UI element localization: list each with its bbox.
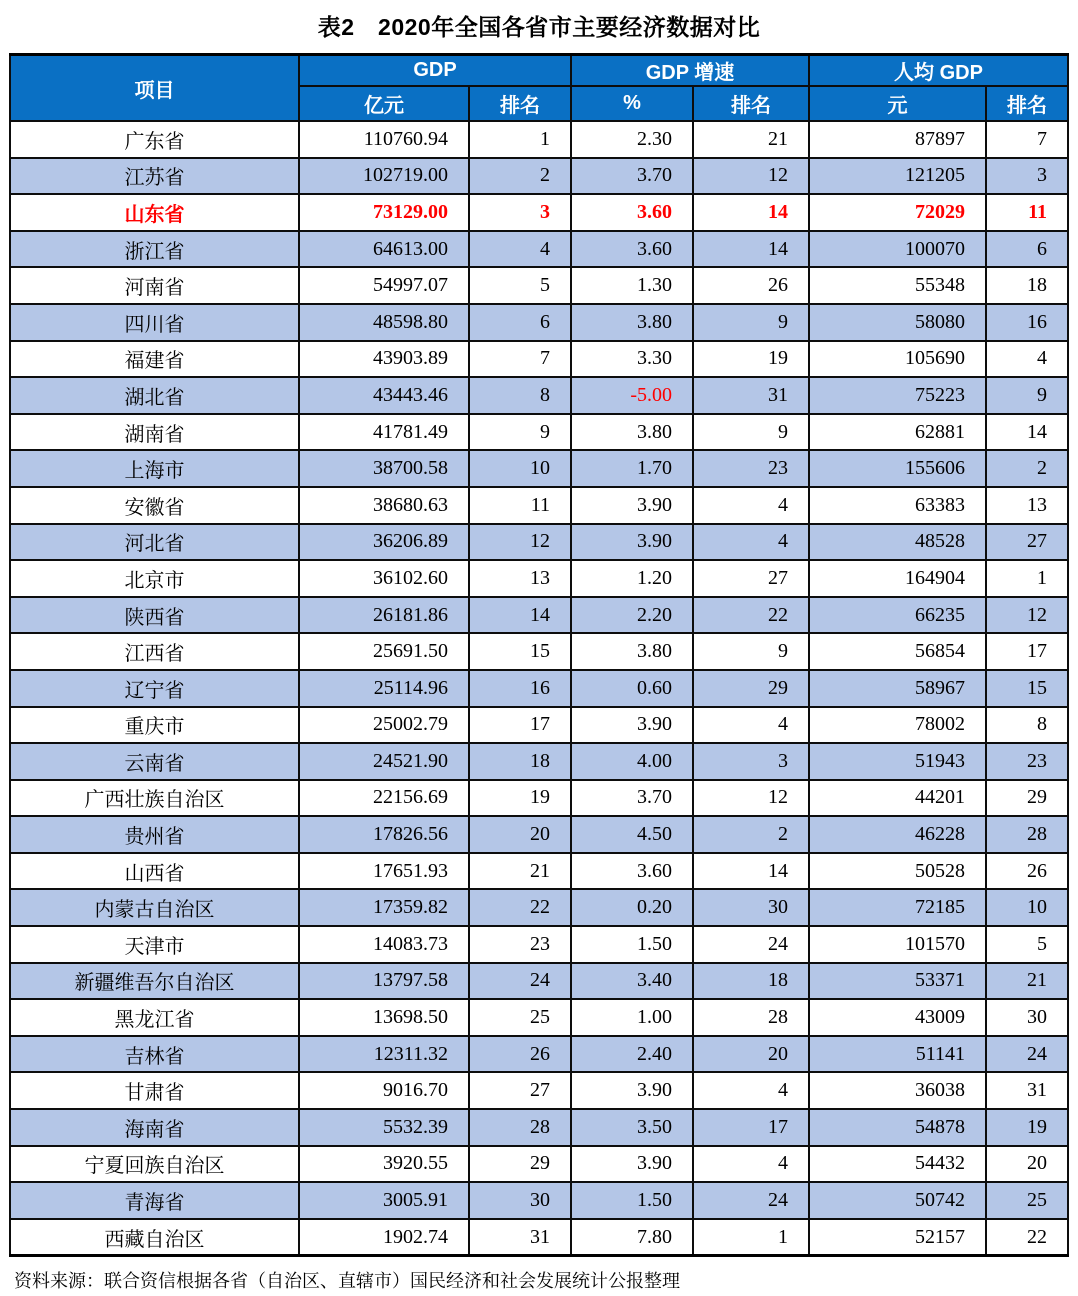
per-capita-gdp-rank: 18 — [986, 267, 1068, 304]
per-capita-gdp-value: 52157 — [809, 1219, 986, 1256]
gdp-growth-rank: 4 — [693, 1146, 809, 1183]
per-capita-gdp-value: 75223 — [809, 377, 986, 414]
per-capita-gdp-rank: 28 — [986, 816, 1068, 853]
gdp-value: 110760.94 — [299, 121, 469, 158]
per-capita-gdp-value: 72185 — [809, 889, 986, 926]
table-row — [10, 414, 1068, 451]
per-capita-gdp-value: 36038 — [809, 1072, 986, 1109]
gdp-growth-rank: 28 — [693, 999, 809, 1036]
header-percap-rank: 排名 — [986, 86, 1068, 121]
per-capita-gdp-rank: 25 — [986, 1182, 1068, 1219]
gdp-growth-rank: 9 — [693, 414, 809, 451]
province-name: 上海市 — [10, 450, 299, 487]
gdp-rank: 5 — [469, 267, 571, 304]
province-name: 四川省 — [10, 304, 299, 341]
per-capita-gdp-rank: 12 — [986, 597, 1068, 634]
gdp-rank: 9 — [469, 414, 571, 451]
gdp-growth-rank: 18 — [693, 963, 809, 1000]
province-name: 甘肃省 — [10, 1072, 299, 1109]
gdp-value: 22156.69 — [299, 780, 469, 817]
per-capita-gdp-value: 72029 — [809, 194, 986, 231]
gdp-rank: 20 — [469, 816, 571, 853]
gdp-rank: 24 — [469, 963, 571, 1000]
per-capita-gdp-rank: 10 — [986, 889, 1068, 926]
per-capita-gdp-rank: 26 — [986, 853, 1068, 890]
gdp-growth-value: 3.80 — [571, 633, 693, 670]
gdp-value: 17826.56 — [299, 816, 469, 853]
gdp-value: 41781.49 — [299, 414, 469, 451]
gdp-value: 54997.07 — [299, 267, 469, 304]
gdp-growth-rank: 27 — [693, 560, 809, 597]
gdp-growth-rank: 9 — [693, 304, 809, 341]
gdp-growth-rank: 2 — [693, 816, 809, 853]
per-capita-gdp-value: 54432 — [809, 1146, 986, 1183]
per-capita-gdp-value: 53371 — [809, 963, 986, 1000]
gdp-growth-value: 1.00 — [571, 999, 693, 1036]
table-row — [10, 231, 1068, 268]
gdp-growth-value: 4.00 — [571, 743, 693, 780]
table-row — [10, 926, 1068, 963]
province-name: 内蒙古自治区 — [10, 889, 299, 926]
gdp-growth-value: 3.60 — [571, 853, 693, 890]
per-capita-gdp-rank: 24 — [986, 1036, 1068, 1073]
per-capita-gdp-rank: 30 — [986, 999, 1068, 1036]
gdp-growth-value: 0.60 — [571, 670, 693, 707]
per-capita-gdp-rank: 8 — [986, 707, 1068, 744]
gdp-value: 5532.39 — [299, 1109, 469, 1146]
header-growth-rank: 排名 — [693, 86, 809, 121]
province-name: 辽宁省 — [10, 670, 299, 707]
province-name: 重庆市 — [10, 707, 299, 744]
province-name: 安徽省 — [10, 487, 299, 524]
province-name: 北京市 — [10, 560, 299, 597]
per-capita-gdp-value: 51943 — [809, 743, 986, 780]
gdp-rank: 1 — [469, 121, 571, 158]
gdp-growth-rank: 26 — [693, 267, 809, 304]
gdp-value: 17651.93 — [299, 853, 469, 890]
per-capita-gdp-value: 164904 — [809, 560, 986, 597]
gdp-rank: 15 — [469, 633, 571, 670]
table-row — [10, 1219, 1068, 1256]
table-row — [10, 1036, 1068, 1073]
per-capita-gdp-rank: 29 — [986, 780, 1068, 817]
province-name: 江西省 — [10, 633, 299, 670]
gdp-rank: 19 — [469, 780, 571, 817]
header-item: 项目 — [10, 55, 299, 122]
per-capita-gdp-rank: 11 — [986, 194, 1068, 231]
per-capita-gdp-rank: 21 — [986, 963, 1068, 1000]
gdp-value: 12311.32 — [299, 1036, 469, 1073]
gdp-value: 43903.89 — [299, 341, 469, 378]
table-title: 表2 2020年全国各省市主要经济数据对比 — [317, 14, 761, 40]
province-name: 广东省 — [10, 121, 299, 158]
gdp-growth-rank: 30 — [693, 889, 809, 926]
gdp-growth-rank: 4 — [693, 524, 809, 561]
per-capita-gdp-rank: 2 — [986, 450, 1068, 487]
gdp-growth-value: 3.90 — [571, 487, 693, 524]
gdp-rank: 29 — [469, 1146, 571, 1183]
gdp-growth-value: 3.70 — [571, 158, 693, 195]
gdp-value: 73129.00 — [299, 194, 469, 231]
gdp-value: 13698.50 — [299, 999, 469, 1036]
per-capita-gdp-rank: 31 — [986, 1072, 1068, 1109]
per-capita-gdp-value: 78002 — [809, 707, 986, 744]
gdp-value: 9016.70 — [299, 1072, 469, 1109]
gdp-growth-rank: 24 — [693, 926, 809, 963]
province-name: 浙江省 — [10, 231, 299, 268]
table-row — [10, 780, 1068, 817]
source-note: 资料来源：联合资信根据各省（自治区、直辖市）国民经济和社会发展统计公报整理 — [14, 1271, 680, 1292]
per-capita-gdp-value: 55348 — [809, 267, 986, 304]
per-capita-gdp-value: 48528 — [809, 524, 986, 561]
gdp-growth-value: 1.50 — [571, 926, 693, 963]
header-percap-gdp: 人均 GDP — [809, 55, 1068, 87]
table-row — [10, 304, 1068, 341]
per-capita-gdp-value: 66235 — [809, 597, 986, 634]
gdp-value: 43443.46 — [299, 377, 469, 414]
gdp-growth-rank: 21 — [693, 121, 809, 158]
gdp-value: 24521.90 — [299, 743, 469, 780]
gdp-growth-value: 3.30 — [571, 341, 693, 378]
per-capita-gdp-rank: 23 — [986, 743, 1068, 780]
gdp-rank: 2 — [469, 158, 571, 195]
per-capita-gdp-rank: 4 — [986, 341, 1068, 378]
per-capita-gdp-rank: 3 — [986, 158, 1068, 195]
table-row — [10, 1182, 1068, 1219]
province-name: 山东省 — [10, 194, 299, 231]
gdp-rank: 17 — [469, 707, 571, 744]
gdp-growth-rank: 4 — [693, 1072, 809, 1109]
table-row — [10, 963, 1068, 1000]
gdp-growth-rank: 29 — [693, 670, 809, 707]
per-capita-gdp-value: 100070 — [809, 231, 986, 268]
gdp-value: 3920.55 — [299, 1146, 469, 1183]
gdp-rank: 7 — [469, 341, 571, 378]
gdp-value: 25114.96 — [299, 670, 469, 707]
header-gdp-growth: GDP 增速 — [571, 55, 809, 87]
gdp-growth-value: 1.70 — [571, 450, 693, 487]
table-row — [10, 1146, 1068, 1183]
gdp-value: 48598.80 — [299, 304, 469, 341]
gdp-value: 38700.58 — [299, 450, 469, 487]
gdp-growth-rank: 12 — [693, 780, 809, 817]
per-capita-gdp-rank: 17 — [986, 633, 1068, 670]
gdp-growth-value: 3.90 — [571, 524, 693, 561]
table-row — [10, 889, 1068, 926]
gdp-rank: 23 — [469, 926, 571, 963]
gdp-rank: 11 — [469, 487, 571, 524]
gdp-rank: 26 — [469, 1036, 571, 1073]
per-capita-gdp-value: 62881 — [809, 414, 986, 451]
economic-data-table — [9, 53, 1069, 1257]
gdp-growth-rank: 12 — [693, 158, 809, 195]
per-capita-gdp-rank: 6 — [986, 231, 1068, 268]
province-name: 河北省 — [10, 524, 299, 561]
per-capita-gdp-rank: 15 — [986, 670, 1068, 707]
gdp-value: 13797.58 — [299, 963, 469, 1000]
per-capita-gdp-value: 63383 — [809, 487, 986, 524]
gdp-growth-rank: 4 — [693, 707, 809, 744]
province-name: 山西省 — [10, 853, 299, 890]
gdp-growth-value: 2.20 — [571, 597, 693, 634]
per-capita-gdp-value: 46228 — [809, 816, 986, 853]
gdp-growth-value: 3.90 — [571, 1072, 693, 1109]
gdp-value: 64613.00 — [299, 231, 469, 268]
gdp-growth-value: 3.80 — [571, 414, 693, 451]
province-name: 黑龙江省 — [10, 999, 299, 1036]
gdp-rank: 21 — [469, 853, 571, 890]
gdp-growth-rank: 9 — [693, 633, 809, 670]
gdp-growth-value: 0.20 — [571, 889, 693, 926]
gdp-rank: 27 — [469, 1072, 571, 1109]
per-capita-gdp-rank: 7 — [986, 121, 1068, 158]
province-name: 江苏省 — [10, 158, 299, 195]
gdp-value: 26181.86 — [299, 597, 469, 634]
table-row — [10, 450, 1068, 487]
table-row — [10, 194, 1068, 231]
gdp-rank: 10 — [469, 450, 571, 487]
per-capita-gdp-value: 155606 — [809, 450, 986, 487]
gdp-growth-rank: 1 — [693, 1219, 809, 1256]
per-capita-gdp-rank: 5 — [986, 926, 1068, 963]
province-name: 天津市 — [10, 926, 299, 963]
per-capita-gdp-value: 43009 — [809, 999, 986, 1036]
per-capita-gdp-rank: 27 — [986, 524, 1068, 561]
gdp-growth-rank: 14 — [693, 194, 809, 231]
gdp-growth-value: 3.90 — [571, 1146, 693, 1183]
province-name: 新疆维吾尔自治区 — [10, 963, 299, 1000]
gdp-growth-rank: 23 — [693, 450, 809, 487]
header-gdp: GDP — [299, 55, 571, 87]
table-row — [10, 524, 1068, 561]
gdp-growth-value: 3.80 — [571, 304, 693, 341]
province-name: 贵州省 — [10, 816, 299, 853]
table-row — [10, 1072, 1068, 1109]
per-capita-gdp-value: 56854 — [809, 633, 986, 670]
gdp-growth-rank: 14 — [693, 231, 809, 268]
gdp-growth-rank: 4 — [693, 487, 809, 524]
province-name: 云南省 — [10, 743, 299, 780]
province-name: 青海省 — [10, 1182, 299, 1219]
gdp-value: 25691.50 — [299, 633, 469, 670]
table-row — [10, 633, 1068, 670]
gdp-growth-value: 4.50 — [571, 816, 693, 853]
province-name: 广西壮族自治区 — [10, 780, 299, 817]
table-row — [10, 121, 1068, 158]
gdp-value: 36206.89 — [299, 524, 469, 561]
gdp-growth-rank: 24 — [693, 1182, 809, 1219]
per-capita-gdp-value: 87897 — [809, 121, 986, 158]
gdp-rank: 8 — [469, 377, 571, 414]
gdp-rank: 4 — [469, 231, 571, 268]
gdp-growth-value: 2.30 — [571, 121, 693, 158]
per-capita-gdp-value: 51141 — [809, 1036, 986, 1073]
per-capita-gdp-rank: 14 — [986, 414, 1068, 451]
table-row — [10, 999, 1068, 1036]
gdp-growth-value: -5.00 — [571, 377, 693, 414]
province-name: 西藏自治区 — [10, 1219, 299, 1256]
per-capita-gdp-value: 44201 — [809, 780, 986, 817]
gdp-value: 14083.73 — [299, 926, 469, 963]
table-row — [10, 377, 1068, 414]
table-row — [10, 1109, 1068, 1146]
gdp-growth-value: 3.50 — [571, 1109, 693, 1146]
gdp-rank: 16 — [469, 670, 571, 707]
header-gdp-unit: 亿元 — [299, 86, 469, 121]
gdp-value: 102719.00 — [299, 158, 469, 195]
per-capita-gdp-rank: 13 — [986, 487, 1068, 524]
per-capita-gdp-value: 50528 — [809, 853, 986, 890]
header-percap-unit: 元 — [809, 86, 986, 121]
gdp-growth-value: 1.30 — [571, 267, 693, 304]
table-header — [10, 55, 1068, 122]
gdp-growth-value: 7.80 — [571, 1219, 693, 1256]
gdp-growth-value: 3.60 — [571, 194, 693, 231]
province-name: 宁夏回族自治区 — [10, 1146, 299, 1183]
table-row — [10, 341, 1068, 378]
gdp-value: 17359.82 — [299, 889, 469, 926]
table-body — [10, 121, 1068, 1256]
gdp-value: 38680.63 — [299, 487, 469, 524]
gdp-rank: 12 — [469, 524, 571, 561]
table-row — [10, 487, 1068, 524]
gdp-value: 1902.74 — [299, 1219, 469, 1256]
province-name: 福建省 — [10, 341, 299, 378]
table-row — [10, 853, 1068, 890]
gdp-growth-value: 3.40 — [571, 963, 693, 1000]
gdp-value: 3005.91 — [299, 1182, 469, 1219]
province-name: 海南省 — [10, 1109, 299, 1146]
table-row — [10, 816, 1068, 853]
per-capita-gdp-value: 101570 — [809, 926, 986, 963]
table-row — [10, 267, 1068, 304]
gdp-rank: 31 — [469, 1219, 571, 1256]
per-capita-gdp-rank: 16 — [986, 304, 1068, 341]
per-capita-gdp-rank: 22 — [986, 1219, 1068, 1256]
gdp-growth-value: 1.20 — [571, 560, 693, 597]
per-capita-gdp-value: 50742 — [809, 1182, 986, 1219]
per-capita-gdp-rank: 9 — [986, 377, 1068, 414]
gdp-growth-value: 2.40 — [571, 1036, 693, 1073]
gdp-growth-rank: 19 — [693, 341, 809, 378]
gdp-rank: 3 — [469, 194, 571, 231]
gdp-growth-value: 3.90 — [571, 707, 693, 744]
per-capita-gdp-rank: 19 — [986, 1109, 1068, 1146]
gdp-rank: 30 — [469, 1182, 571, 1219]
province-name: 湖北省 — [10, 377, 299, 414]
gdp-value: 36102.60 — [299, 560, 469, 597]
gdp-growth-rank: 20 — [693, 1036, 809, 1073]
per-capita-gdp-value: 121205 — [809, 158, 986, 195]
gdp-rank: 25 — [469, 999, 571, 1036]
gdp-growth-value: 3.70 — [571, 780, 693, 817]
province-name: 吉林省 — [10, 1036, 299, 1073]
table-row — [10, 707, 1068, 744]
gdp-rank: 13 — [469, 560, 571, 597]
gdp-growth-rank: 17 — [693, 1109, 809, 1146]
province-name: 陕西省 — [10, 597, 299, 634]
header-gdp-rank: 排名 — [469, 86, 571, 121]
header-growth-unit: % — [571, 86, 693, 121]
gdp-rank: 22 — [469, 889, 571, 926]
gdp-growth-value: 3.60 — [571, 231, 693, 268]
table-row — [10, 597, 1068, 634]
gdp-growth-value: 1.50 — [571, 1182, 693, 1219]
gdp-rank: 28 — [469, 1109, 571, 1146]
gdp-rank: 14 — [469, 597, 571, 634]
gdp-growth-rank: 14 — [693, 853, 809, 890]
per-capita-gdp-rank: 20 — [986, 1146, 1068, 1183]
table-row — [10, 670, 1068, 707]
province-name: 湖南省 — [10, 414, 299, 451]
per-capita-gdp-rank: 1 — [986, 560, 1068, 597]
gdp-rank: 6 — [469, 304, 571, 341]
per-capita-gdp-value: 54878 — [809, 1109, 986, 1146]
gdp-growth-rank: 3 — [693, 743, 809, 780]
table-row — [10, 158, 1068, 195]
gdp-growth-rank: 22 — [693, 597, 809, 634]
province-name: 河南省 — [10, 267, 299, 304]
per-capita-gdp-value: 58080 — [809, 304, 986, 341]
gdp-value: 25002.79 — [299, 707, 469, 744]
gdp-rank: 18 — [469, 743, 571, 780]
per-capita-gdp-value: 58967 — [809, 670, 986, 707]
per-capita-gdp-value: 105690 — [809, 341, 986, 378]
table-row — [10, 560, 1068, 597]
table-row — [10, 743, 1068, 780]
gdp-growth-rank: 31 — [693, 377, 809, 414]
